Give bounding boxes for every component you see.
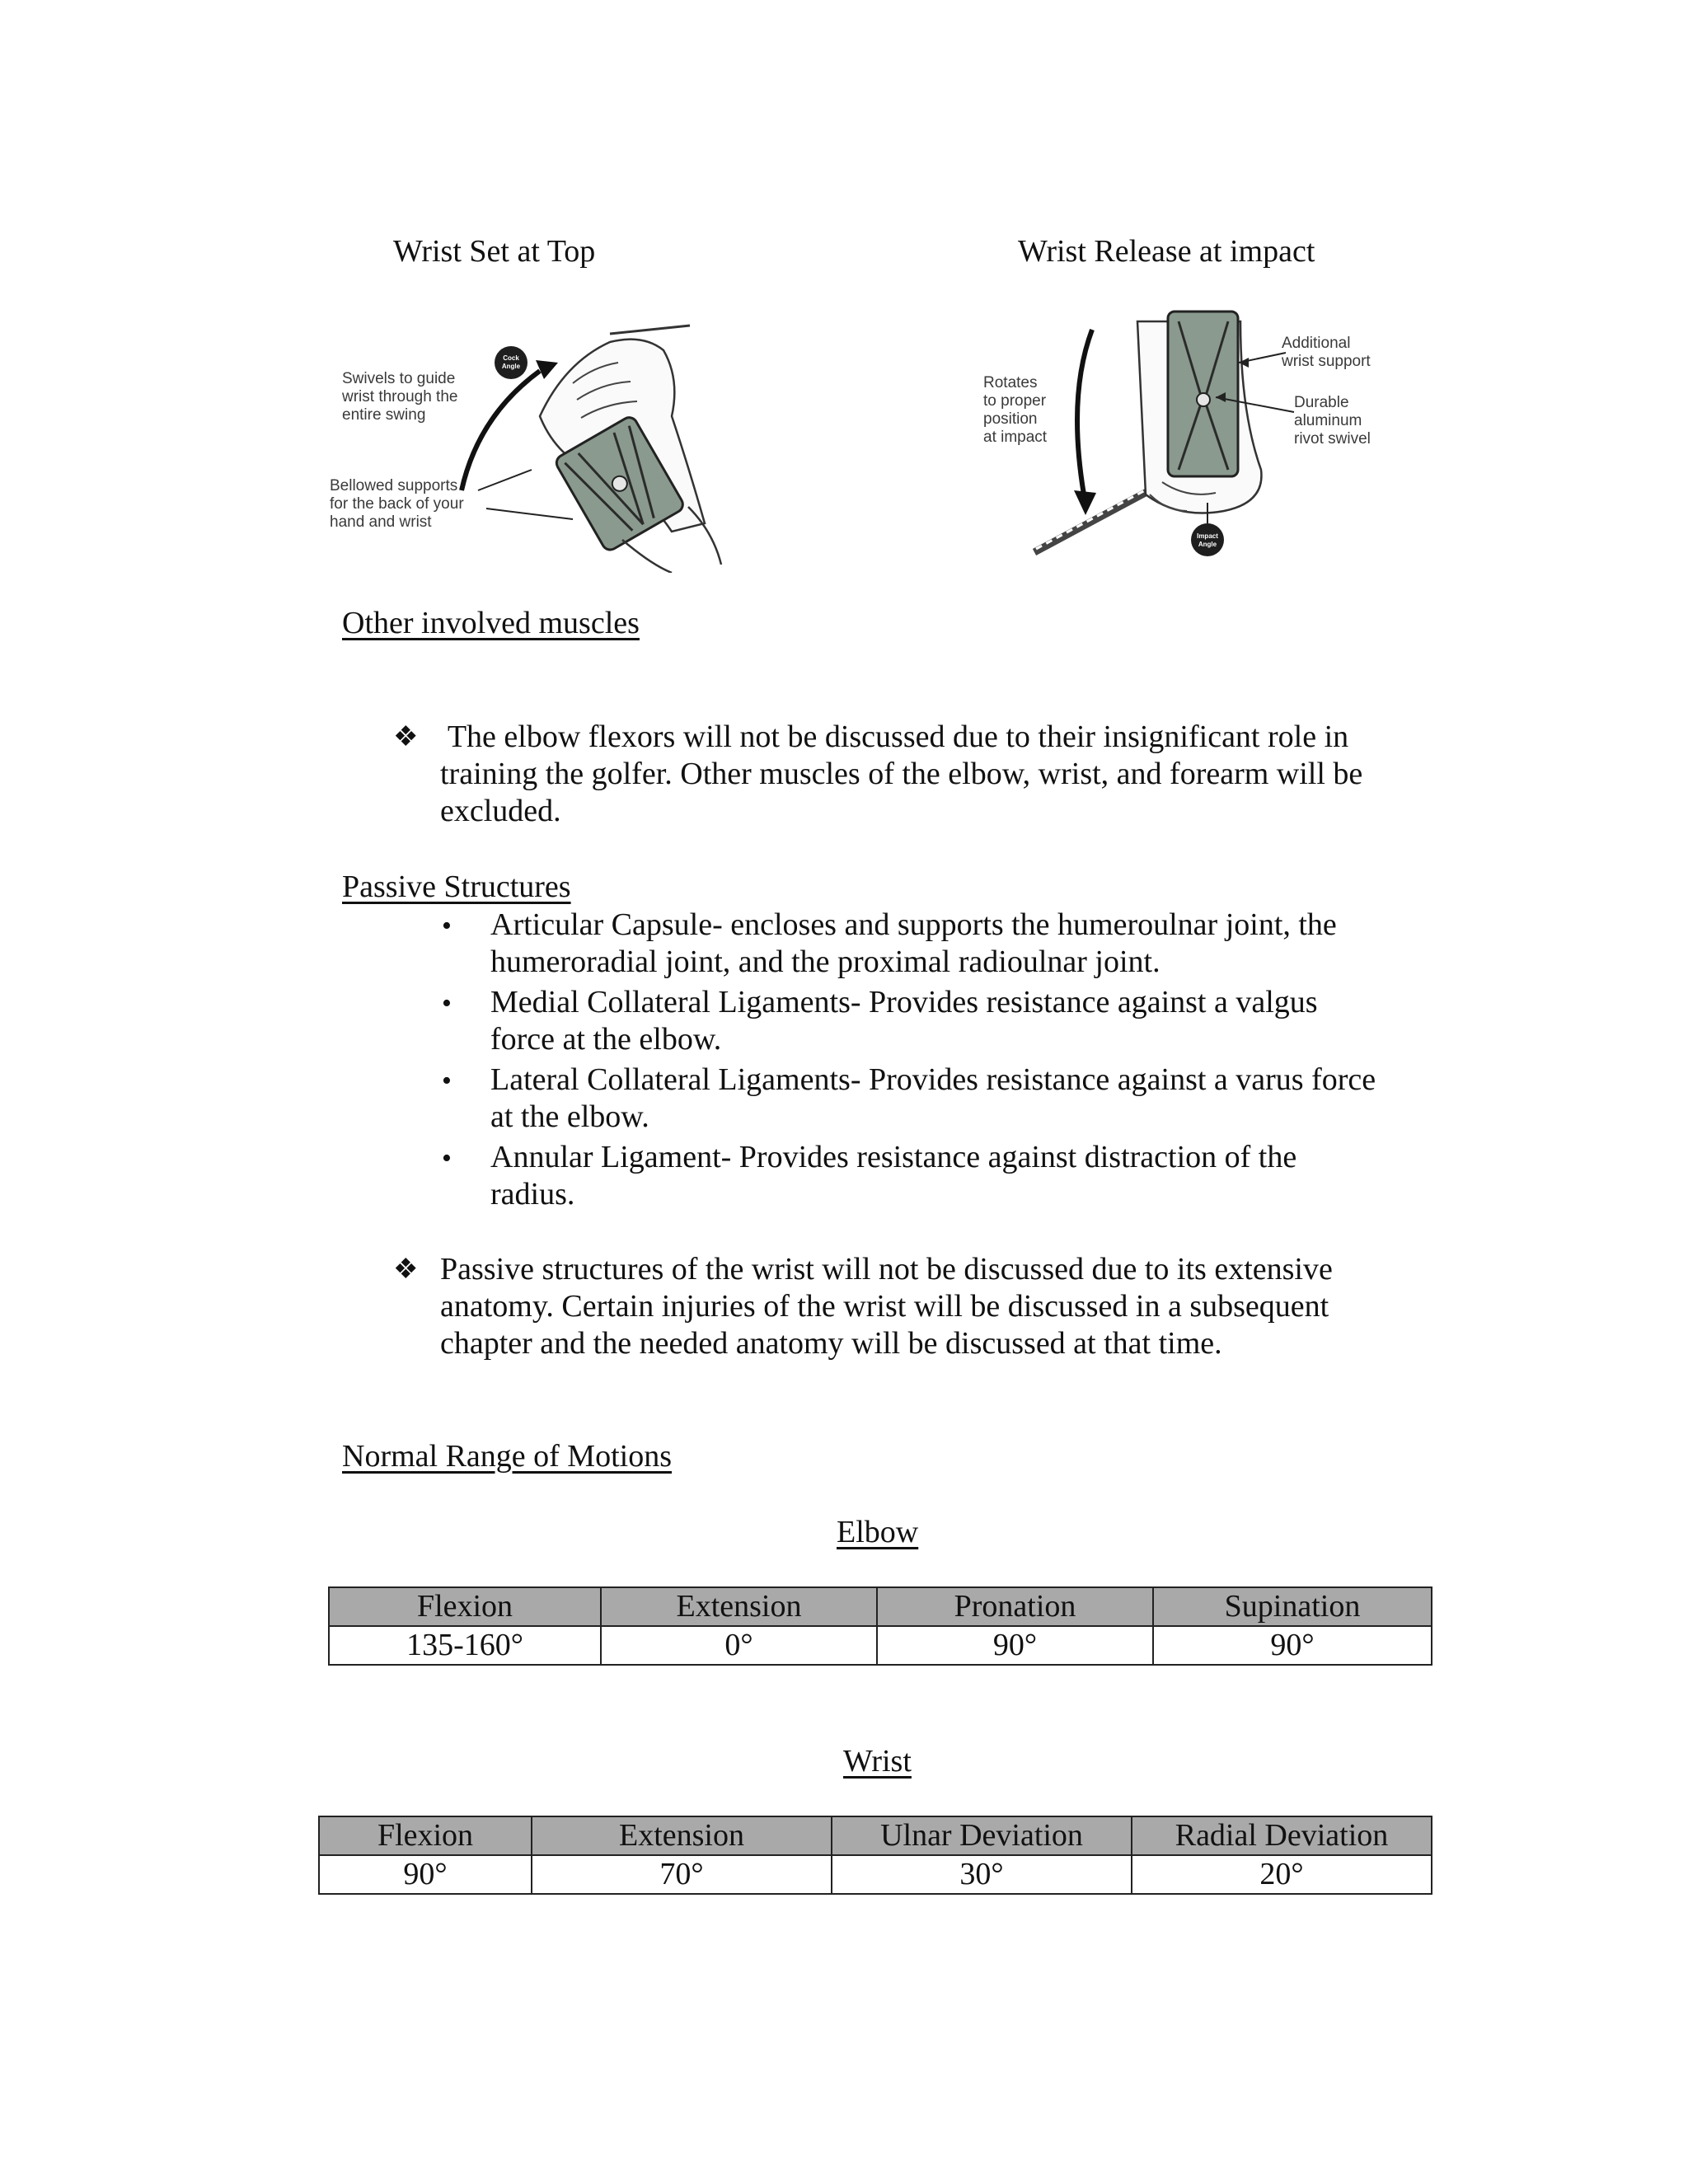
- passive-wrist-line-2: anatomy. Certain injuries of the wrist will be discussed in a subsequent: [440, 1289, 1329, 1324]
- impact-angle-label-2: Angle: [1198, 541, 1217, 548]
- rotates-label-3: position: [983, 410, 1038, 428]
- elbow-value-supination: 90°: [1153, 1626, 1432, 1665]
- elbow-value-flexion: 135-160°: [329, 1626, 601, 1665]
- swivels-label-3: entire swing: [342, 406, 426, 424]
- elbow-flexors-line-2: training the golfer. Other muscles of the elbow, wrist, and forearm will be: [440, 757, 1363, 791]
- table-row: [329, 1626, 1432, 1665]
- round-bullet: •: [442, 1143, 452, 1174]
- medial-collateral-line-1: Medial Collateral Ligaments- Provides resistance against a valgus: [490, 985, 1318, 1019]
- bellowed-label-2: for the back of your: [330, 495, 464, 513]
- passive-structures-heading: Passive Structures: [342, 869, 571, 904]
- elbow-header-supination: Supination: [1153, 1587, 1432, 1626]
- wrist-value-radial-deviation: 20°: [1132, 1855, 1432, 1894]
- elbow-header-flexion: Flexion: [329, 1587, 601, 1626]
- table-row: [319, 1855, 1432, 1894]
- cock-angle-label-1: Cock: [503, 354, 519, 362]
- wrist-header-extension: Extension: [532, 1816, 832, 1855]
- annular-ligament-line-2: radius.: [490, 1177, 575, 1212]
- wrist-header-radial-deviation: Radial Deviation: [1132, 1816, 1432, 1855]
- wrist-value-flexion: 90°: [319, 1855, 532, 1894]
- elbow-flexors-line-1: The elbow flexors will not be discussed due to their insignificant role in: [440, 719, 1349, 754]
- left-figure-caption: Wrist Set at Top: [393, 234, 596, 269]
- impact-angle-label-1: Impact: [1197, 532, 1218, 540]
- durable-label-3: rivot swivel: [1294, 430, 1371, 448]
- wrist-header-flexion: Flexion: [319, 1816, 532, 1855]
- durable-label-2: aluminum: [1294, 412, 1362, 429]
- lateral-collateral-line-1: Lateral Collateral Ligaments- Provides resistance against a varus force: [490, 1062, 1376, 1097]
- wrist-release-figure: [977, 305, 1389, 569]
- elbow-flexors-line-3: excluded.: [440, 794, 561, 828]
- passive-wrist-line-3: chapter and the needed anatomy will be discussed at that time.: [440, 1326, 1222, 1361]
- wrist-title: Wrist: [843, 1744, 912, 1779]
- passive-wrist-line-1: Passive structures of the wrist will not be discussed due to its extensive: [440, 1252, 1333, 1286]
- round-bullet: •: [442, 988, 452, 1019]
- medial-collateral-line-2: force at the elbow.: [490, 1022, 722, 1057]
- rotates-label-4: at impact: [983, 429, 1048, 446]
- elbow-header-extension: Extension: [601, 1587, 877, 1626]
- swivels-label-2: wrist through the: [342, 388, 458, 405]
- other-muscles-heading: Other involved muscles: [342, 606, 640, 640]
- diamond-bullet: ❖: [393, 722, 419, 752]
- articular-capsule-line-1: Articular Capsule- encloses and supports the humeroulnar joint, the: [490, 907, 1337, 942]
- lateral-collateral-line-2: at the elbow.: [490, 1099, 649, 1134]
- elbow-header-pronation: Pronation: [877, 1587, 1153, 1626]
- wrist-rom-table: [318, 1816, 1432, 1895]
- round-bullet: •: [442, 1066, 452, 1096]
- rotates-label-2: to proper: [983, 392, 1047, 410]
- diamond-bullet: ❖: [393, 1254, 419, 1285]
- elbow-rom-table: [328, 1586, 1432, 1666]
- table-header-row: [329, 1587, 1432, 1626]
- rom-heading: Normal Range of Motions: [342, 1439, 673, 1474]
- wrist-value-extension: 70°: [532, 1855, 832, 1894]
- swivels-label-1: Swivels to guide: [342, 370, 456, 387]
- round-bullet: •: [442, 911, 452, 941]
- elbow-value-pronation: 90°: [877, 1626, 1153, 1665]
- table-header-row: [319, 1816, 1432, 1855]
- durable-label-1: Durable: [1294, 394, 1349, 411]
- annular-ligament-line-1: Annular Ligament- Provides resistance against distraction of the: [490, 1140, 1297, 1174]
- right-figure-caption: Wrist Release at impact: [1018, 234, 1315, 269]
- wrist-value-ulnar-deviation: 30°: [832, 1855, 1132, 1894]
- additional-label-2: wrist support: [1282, 353, 1371, 370]
- articular-capsule-line-2: humeroradial joint, and the proximal radioulnar joint.: [490, 944, 1160, 979]
- bellowed-label-1: Bellowed supports: [330, 477, 458, 494]
- wrist-set-figure: [326, 317, 729, 573]
- cock-angle-label-2: Angle: [501, 363, 521, 370]
- elbow-value-extension: 0°: [601, 1626, 877, 1665]
- additional-label-1: Additional: [1282, 335, 1351, 352]
- bellowed-label-3: hand and wrist: [330, 513, 432, 531]
- rotates-label-1: Rotates: [983, 374, 1038, 391]
- elbow-title: Elbow: [837, 1515, 919, 1549]
- wrist-header-ulnar-deviation: Ulnar Deviation: [832, 1816, 1132, 1855]
